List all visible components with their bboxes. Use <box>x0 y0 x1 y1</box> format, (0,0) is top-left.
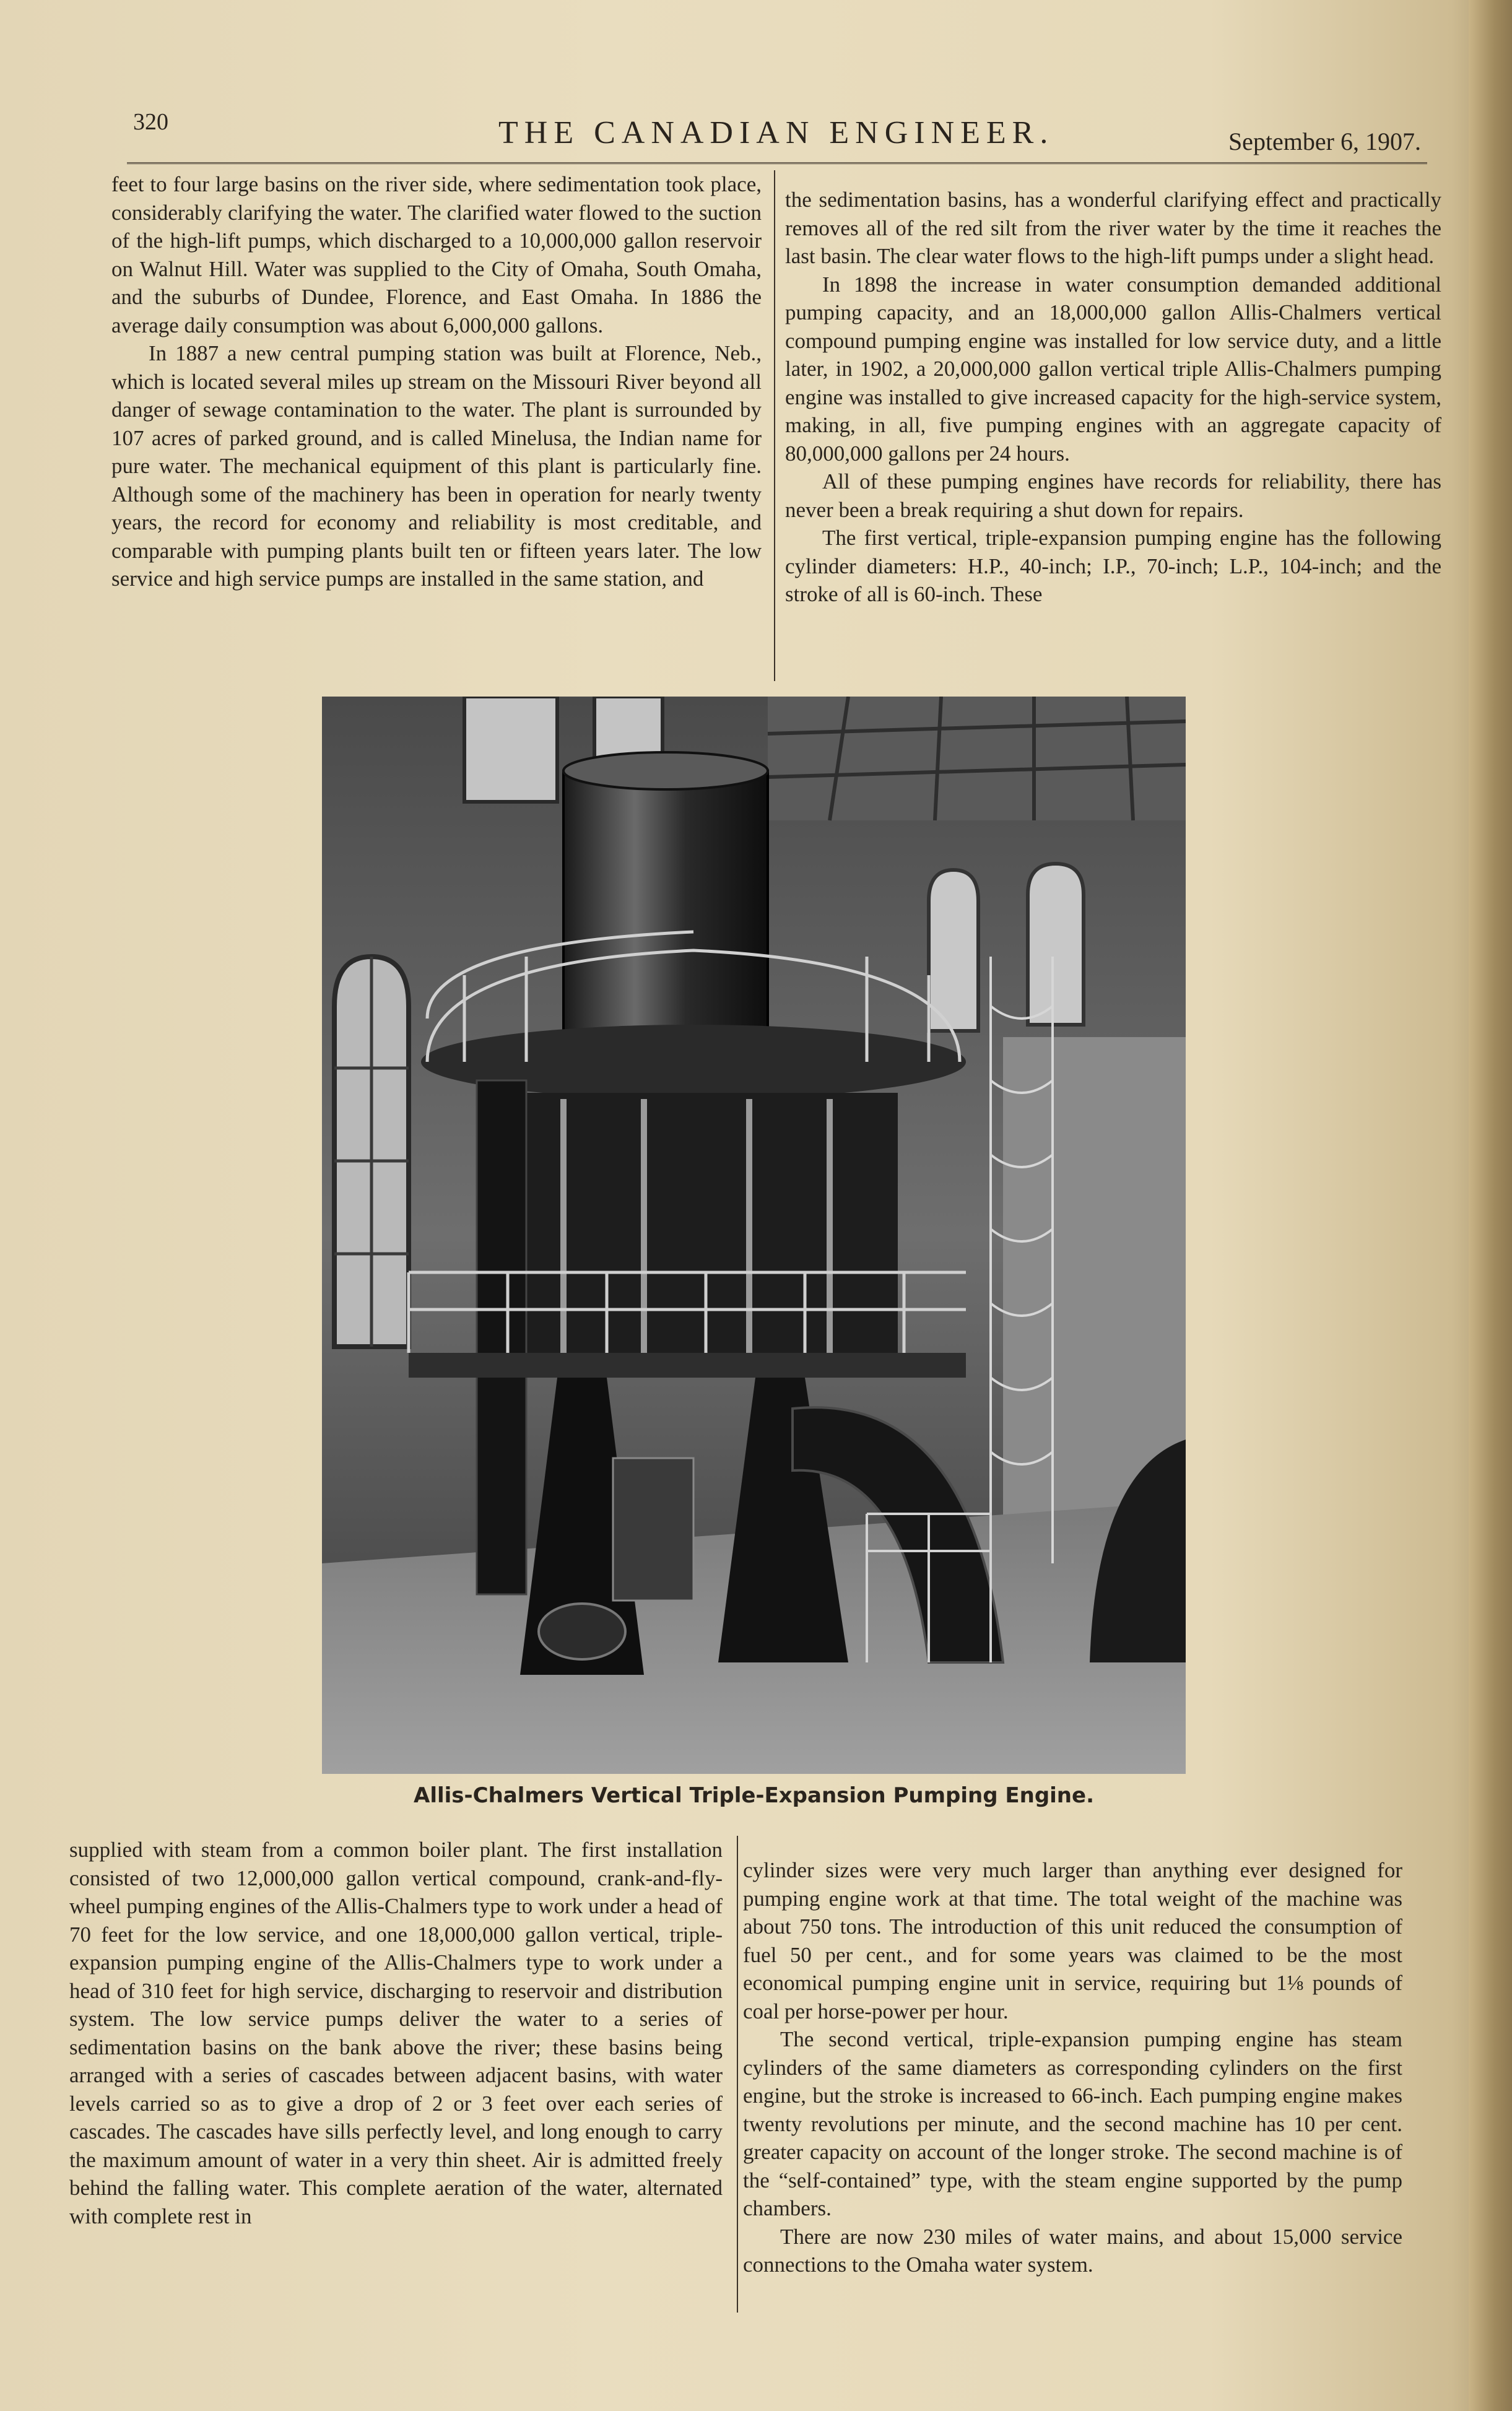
header-rule <box>127 162 1427 164</box>
bottom-right-column <box>743 1856 1402 2279</box>
paragraph: The second vertical, triple-expansion pumping engine has steam cylinders of the same diameters as corresponding cylinders on the first engine, but the stroke is increased to 66-inch. Each pumping engine makes twenty revolutions per minute, and the second machine has 10 per cent. greater capacity on account of the longer stroke. The second machine is of the “self-contained” type, with the steam engine supported by the pump chambers. <box>743 2027 1402 2220</box>
paragraph: In 1898 the increase in water consumption demanded additional pumping capacity, and an 18,000,000 gallon Allis-Chalmers vertical compound pumping engine was installed for low service duty, and a little later, in 1902, a 20,000,000 gallon vertical triple Allis-Chalmers pumping engine was installed to give increased capacity for the high-service system, making, in all, five pumping engines with an aggregate capacity of 80,000,000 gallons per 24 hours. <box>785 272 1441 466</box>
top-right-column <box>785 186 1441 609</box>
paragraph: supplied with steam from a common boiler plant. The first installation consisted of two 12,000,000 gallon vertical compound, crank-and-fly-wheel pumping engines of the Allis-Chalmers type to work under a head of 70 feet for the low service, and one 18,000,000 gallon vertical, triple-expansion pumping engine of the Allis-Chalmers type to work under a head of 310 feet for high service, discharging to reservoir and distribution system. The low service pumps deliver the water to a series of sedimentation basins on the bank above the river; these basins being arranged with a series of cascades between adjacent basins, with water levels carried so as to give a drop of 2 or 3 feet over each series of cascades. The cascades have sills perfectly level, and long enough to carry the maximum amount of water in a very thin sheet. Air is admitted freely behind the falling water. This complete aeration of the water, alternated with complete rest in <box>69 1838 723 2228</box>
engine-photograph <box>322 697 1186 1774</box>
book-spine-edge <box>1469 0 1512 2411</box>
journal-title: THE CANADIAN ENGINEER. <box>498 115 1054 150</box>
pumping-engine-illustration <box>322 697 1186 1774</box>
column-divider <box>737 1836 738 2313</box>
paragraph: feet to four large basins on the river side, where sedimentation took place, considerably clarifying the water. The clarified water flowed to the suction of the high-lift pumps, which discharged to a 10,000,000 gallon reservoir on Walnut Hill. Water was supplied to the City of Omaha, South Omaha, and the suburbs of Dundee, Florence, and East Omaha. In 1886 the average daily consumption was about 6,000,000 gallons. <box>111 172 762 337</box>
paragraph: There are now 230 miles of water mains, and about 15,000 service connections to the Omaha water system. <box>743 2224 1402 2277</box>
paragraph: In 1887 a new central pumping station was built at Florence, Neb., which is located several miles up stream on the Missouri River beyond all danger of sewage contamination to the water. The plant is surrounded by 107 acres of parked ground, and is called Minelusa, the Indian name for pure water. The mechanical equipment of this plant is particularly fine. Although some of the machinery has been in operation for nearly twenty years, the record for economy and reliability is most creditable, and comparable with pumping plants built ten or fifteen years later. The low service and high service pumps are installed in the same station, and <box>111 341 762 591</box>
column-divider <box>774 170 775 681</box>
top-left-column <box>111 170 762 593</box>
bottom-left-column <box>69 1836 723 2230</box>
issue-date: September 6, 1907. <box>1228 128 1421 155</box>
paragraph: The first vertical, triple-expansion pumping engine has the following cylinder diameters: H.P., 40-inch; I.P., 70-inch; L.P., 104-inch; and the stroke of all is 60-inch. These <box>785 526 1441 606</box>
paragraph: the sedimentation basins, has a wonderful clarifying effect and practically removes all of the red silt from the river water by the time it reaches the last basin. The clear water flows to the high-lift pumps under a slight head. <box>785 188 1441 268</box>
paragraph: All of these pumping engines have records for reliability, there has never been a break requiring a shut down for repairs. <box>785 469 1441 522</box>
paragraph: cylinder sizes were very much larger than anything ever designed for pumping engine work at that time. The total weight of the machine was about 750 tons. The introduction of this unit reduced the consumption of fuel 50 per cent., and for some years was claimed to be the most economical pumping engine unit in service, requiring but 1⅛ pounds of coal per horse-power per hour. <box>743 1858 1402 2023</box>
running-header <box>127 108 1427 164</box>
page-number: 320 <box>133 109 168 135</box>
figure-caption: Allis-Chalmers Vertical Triple-Expansion Pumping Engine. <box>414 1783 1094 1808</box>
